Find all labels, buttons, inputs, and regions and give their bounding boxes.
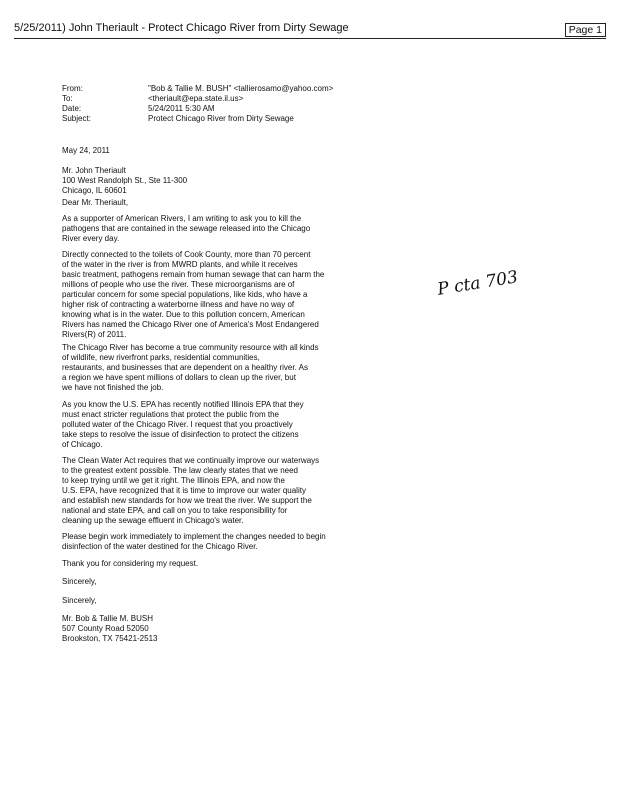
text-line: Rivers has named the Chicago River one of America's Most Endangered — [62, 320, 319, 329]
meta-subject-row — [62, 114, 333, 124]
handwritten-annotation: P cta 703 — [436, 267, 520, 300]
meta-date-label: Date: — [62, 104, 82, 113]
text-line: national and state EPA, and call on you to take responsibility for — [62, 506, 288, 515]
meta-to-value: <theriault@epa.state.il.us> — [148, 94, 244, 103]
closing-2: Sincerely, — [62, 596, 97, 605]
text-line: take steps to resolve the issue of disinfection to protect the citizens — [62, 430, 299, 439]
text-line: particular concern for some special populations, like kids, who have a — [62, 290, 308, 299]
email-header-bar — [14, 20, 606, 42]
text-line: As you know the U.S. EPA has recently notified Illinois EPA that they — [62, 400, 304, 409]
paragraph-5 — [62, 456, 352, 526]
text-line: disinfection of the water destined for the Chicago River. — [62, 542, 258, 551]
text-line: to the greatest extent possible. The law clearly states that we need — [62, 466, 298, 475]
address-line: Mr. John Theriault — [62, 166, 126, 175]
meta-to-row — [62, 94, 333, 104]
text-line: Rivers(R) of 2011. — [62, 330, 127, 339]
meta-subject-value: Protect Chicago River from Dirty Sewage — [148, 114, 294, 123]
email-title: 5/25/2011) John Theriault - Protect Chicago River from Dirty Sewage — [14, 22, 349, 34]
meta-to-label: To: — [62, 94, 73, 103]
text-line: River every day. — [62, 234, 120, 243]
meta-from-row — [62, 84, 333, 94]
text-line: to keep trying until we get it right. The Illinois EPA, and now the — [62, 476, 285, 485]
paragraph-3 — [62, 343, 352, 393]
page-number-badge: Page 1 — [565, 23, 606, 37]
closing-1: Sincerely, — [62, 577, 97, 586]
text-line: Brookston, TX 75421-2513 — [62, 634, 158, 643]
text-line: Mr. Bob & Tallie M. BUSH — [62, 614, 153, 623]
email-metadata — [62, 84, 333, 124]
meta-date-value: 5/24/2011 5:30 AM — [148, 104, 215, 113]
text-line: of Chicago. — [62, 440, 103, 449]
text-line: The Clean Water Act requires that we continually improve our waterways — [62, 456, 320, 465]
recipient-address — [62, 166, 352, 196]
text-line: As a supporter of American Rivers, I am writing to ask you to kill the — [62, 214, 302, 223]
text-line: pathogens that are contained in the sewage released into the Chicago — [62, 224, 311, 233]
paragraph-thanks: Thank you for considering my request. — [62, 559, 199, 568]
text-line: of wildlife, new riverfront parks, residential communities, — [62, 353, 260, 362]
text-line: of the water in the river is from MWRD plants, and while it receives — [62, 260, 298, 269]
meta-from-value: "Bob & Tallie M. BUSH" <tallierosamo@yahoo.com> — [148, 84, 334, 93]
meta-subject-label: Subject: — [62, 114, 91, 123]
text-line: Please begin work immediately to implement the changes needed to begin — [62, 532, 326, 541]
header-divider — [14, 38, 606, 39]
text-line: a region we have spent millions of dollars to clean up the river, but — [62, 373, 296, 382]
letter-date: May 24, 2011 — [62, 146, 110, 155]
text-line: we have not finished the job. — [62, 383, 164, 392]
address-line: 100 West Randolph St., Ste 11-300 — [62, 176, 188, 185]
text-line: Directly connected to the toilets of Cook County, more than 70 percent — [62, 250, 311, 259]
meta-date-row — [62, 104, 333, 114]
text-line: cleaning up the sewage effluent in Chicago's water. — [62, 516, 244, 525]
meta-from-label: From: — [62, 84, 83, 93]
text-line: higher risk of contracting a waterborne illness and have no way of — [62, 300, 295, 309]
paragraph-6 — [62, 532, 352, 552]
text-line: must enact stricter regulations that protect the public from the — [62, 410, 279, 419]
text-line: and establish new standards for how we treat the river. We support the — [62, 496, 312, 505]
signature-block — [62, 614, 352, 644]
text-line: knowing what is in the water. Due to this pollution concern, American — [62, 310, 305, 319]
text-line: basic treatment, pathogens remain from human sewage that can harm the — [62, 270, 325, 279]
address-line: Chicago, IL 60601 — [62, 186, 127, 195]
paragraph-1 — [62, 214, 352, 244]
text-line: U.S. EPA, have recognized that it is time to improve our water quality — [62, 486, 306, 495]
text-line: restaurants, and businesses that are dependent on a healthy river. As — [62, 363, 308, 372]
text-line: The Chicago River has become a true community resource with all kinds — [62, 343, 319, 352]
paragraph-4 — [62, 400, 352, 450]
text-line: polluted water of the Chicago River. I request that you proactively — [62, 420, 293, 429]
text-line: millions of people who use the river. These microorganisms are of — [62, 280, 295, 289]
text-line: 507 County Road 52050 — [62, 624, 149, 633]
salutation: Dear Mr. Theriault, — [62, 198, 129, 207]
paragraph-2 — [62, 250, 352, 340]
